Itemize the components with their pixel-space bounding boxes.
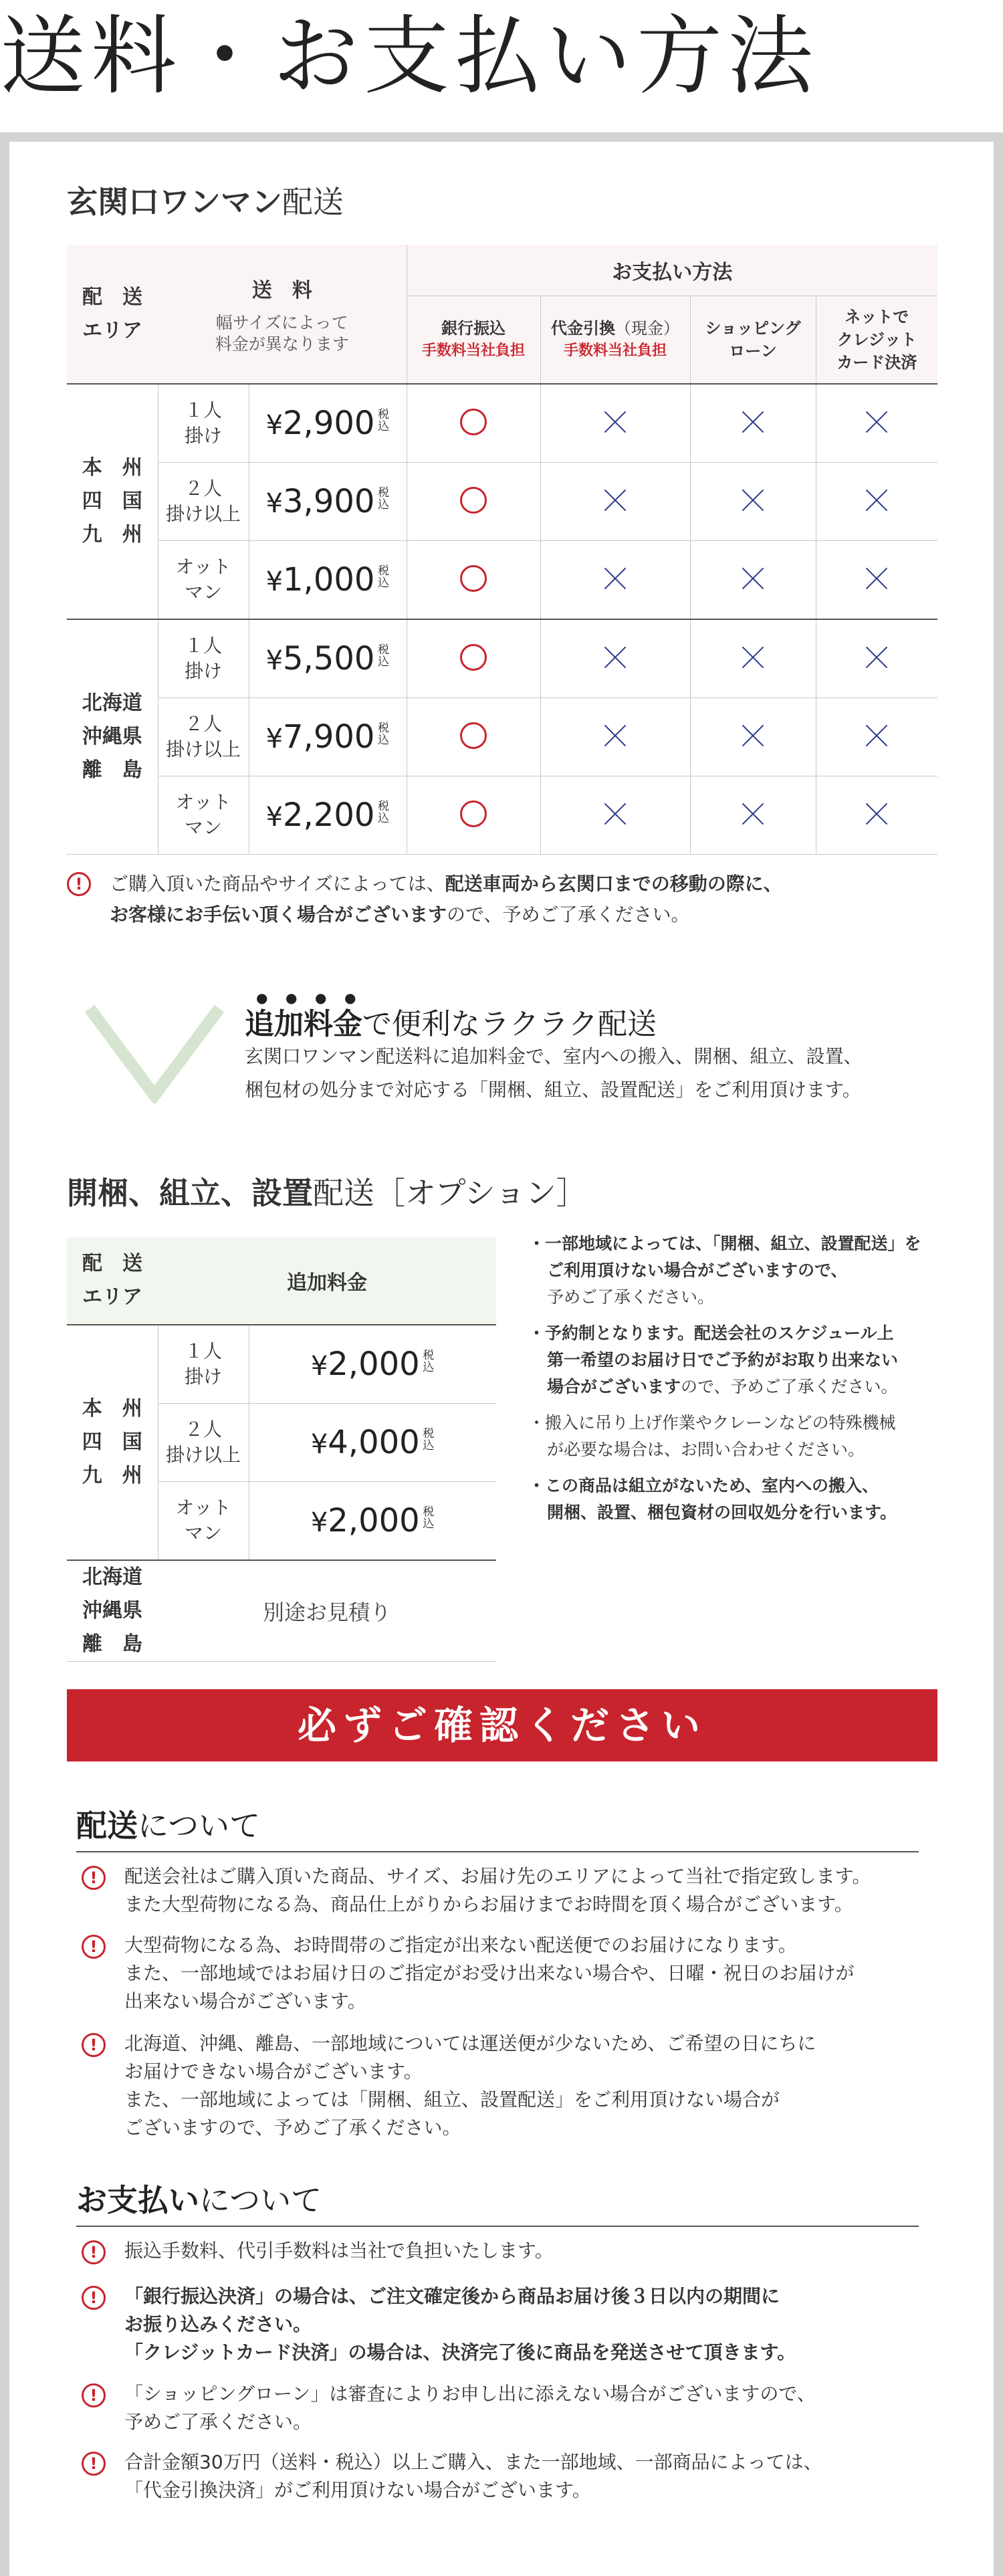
persons-cell: オット マン	[158, 541, 249, 620]
warning-icon: !	[82, 2452, 106, 2476]
price-cell: ¥4,000 税 込	[249, 1404, 496, 1482]
unavailable-mark	[741, 410, 765, 434]
price-cell: ¥2,200 税 込	[249, 776, 407, 855]
warning-icon: !	[82, 1866, 106, 1890]
unavailable-mark	[865, 410, 889, 434]
persons-cell: ２人 掛け以上	[158, 1404, 249, 1482]
unavailable-mark	[603, 410, 627, 434]
price-cell: ¥1,000 税 込	[249, 541, 407, 620]
available-mark	[460, 644, 487, 671]
unavailable-mark	[865, 488, 889, 512]
section2-title: 開梱、組立、設置配送［オプション］	[67, 1175, 587, 1211]
confirm-banner: 必ずご確認ください	[67, 1689, 937, 1761]
shipping-note-line2: お客様にお手伝い頂く場合がございますので、予めご了承ください。	[110, 903, 690, 926]
price-cell: ¥3,900 税 込	[249, 463, 407, 541]
pay-bank-header: 銀行振込 手数料当社負担	[407, 296, 540, 385]
persons-cell: ２人 掛け以上	[158, 698, 249, 776]
warning-icon: !	[82, 1935, 106, 1959]
area-hokkaido: 北海道 沖縄県 離 島	[67, 619, 158, 855]
available-mark	[460, 409, 487, 435]
option-note: ・予約制となります。配送会社のスケジュール上 第一希望のお届け日でご予約がお取り出来ない 場合がございますので、予めご了承ください。	[528, 1323, 899, 1396]
warning-icon: !	[67, 872, 91, 896]
chevron-down-icon	[84, 1003, 225, 1103]
persons-cell: １人 掛け	[158, 384, 249, 463]
emphasis-dot: ●	[315, 990, 327, 1006]
option-fee-table	[67, 1237, 496, 1662]
option-note: ・一部地域によっては、「開梱、組立、設置配送」を ご利用頂けない場合がございますので、 予めご了承ください。	[528, 1234, 921, 1307]
payment-item: 振込手数料、代引手数料は当社で負担いたします。	[124, 2240, 554, 2262]
col-payment-header: お支払い方法	[407, 245, 937, 296]
delivery-item: 配送会社はご購入頂いた商品、サイズ、お届け先のエリアによって当社で指定致します。 また大型荷物になる為、商品仕上がりからお届けまでお時間を頂く場合がございます。	[124, 1865, 871, 1915]
addon-text-line1: 玄関口ワンマン配送料に追加料金で、室内への搬入、開梱、組立、設置、	[245, 1045, 863, 1067]
payment-item: 「銀行振込決済」の場合は、ご注文確定後から商品お届け後３日以内の期間に お振り込みください。 「クレジットカード決済」の場合は、決済完了後に商品を発送させて頂きます。	[124, 2285, 796, 2363]
price-cell: ¥2,000 税 込	[249, 1482, 496, 1561]
estimate-cell: 別途お見積り	[158, 1560, 496, 1662]
warning-icon: !	[82, 2383, 106, 2407]
area-hokkaido: 北海道 沖縄県 離 島	[67, 1560, 158, 1662]
unavailable-mark	[603, 645, 627, 669]
persons-cell: オット マン	[158, 776, 249, 855]
unavailable-mark	[741, 802, 765, 826]
emphasis-dot: ●	[256, 990, 268, 1006]
unavailable-mark	[741, 724, 765, 748]
available-mark	[460, 565, 487, 592]
option-note: ・この商品は組立がないため、室内への搬入、 開梱、設置、梱包資材の回収処分を行います。	[528, 1476, 897, 1522]
unavailable-mark	[865, 645, 889, 669]
shipping-table	[67, 245, 937, 855]
price-cell: ¥5,500 税 込	[249, 619, 407, 698]
unavailable-mark	[603, 724, 627, 748]
unavailable-mark	[741, 566, 765, 591]
warning-icon: !	[82, 2286, 106, 2310]
option-notes	[528, 1230, 956, 1535]
delivery-heading: 配送について	[76, 1802, 919, 1852]
warning-icon: !	[82, 2240, 106, 2264]
price-cell: ¥2,900 税 込	[249, 384, 407, 463]
emphasis-dot: ●	[286, 990, 298, 1006]
price-cell: ¥7,900 税 込	[249, 698, 407, 776]
persons-cell: オット マン	[158, 1482, 249, 1561]
addon-text-line2: 梱包材の処分まで対応する「開梱、組立、設置配送」をご利用頂けます。	[245, 1079, 861, 1101]
price-cell: ¥2,000 税 込	[249, 1325, 496, 1404]
pay-cod-header: 代金引換（現金） 手数料当社負担	[540, 296, 690, 385]
unavailable-mark	[603, 488, 627, 512]
unavailable-mark	[865, 724, 889, 748]
available-mark	[460, 487, 487, 514]
col-shipping-header: 送 料 幅サイズによって 料金が異なります	[158, 245, 407, 384]
warning-icon: !	[82, 2033, 106, 2057]
available-mark	[460, 800, 487, 827]
payment-item: 「ショッピングローン」は審査によりお申し出に添えない場合がございますので、 予めご了承ください。	[124, 2383, 816, 2433]
page-title: 送料・お支払い方法	[0, 7, 819, 106]
persons-cell: １人 掛け	[158, 619, 249, 698]
col-area-header: 配 送 エリア	[67, 245, 158, 384]
unavailable-mark	[741, 645, 765, 669]
delivery-item: 大型荷物になる為、お時間帯のご指定が出来ない配送便でのお届けになります。 また、一部地域ではお届け日のご指定がお受け出来ない場合や、日曜・祝日のお届けが 出来ない場合がございます。	[124, 1934, 855, 2012]
emphasis-dot: ●	[344, 990, 356, 1006]
unavailable-mark	[603, 566, 627, 591]
pay-loan-header: ショッピング ローン	[690, 296, 816, 385]
delivery-item: 北海道、沖縄、離島、一部地域については運送便が少ないため、ご希望の日にちに お届けできない場合がございます。 また、一部地域によっては「開梱、組立、設置配送」をご利用頂けない場合が ございますので、予めご了承ください。	[124, 2032, 816, 2139]
addon-title: 追加料金で便利なラクラク配送	[245, 1007, 657, 1041]
payment-heading: お支払いについて	[76, 2176, 919, 2227]
area-honshu: 本 州 四 国 九 州	[67, 1325, 158, 1560]
pay-card-header: ネットで クレジット カード決済	[816, 296, 937, 385]
area-honshu: 本 州 四 国 九 州	[67, 384, 158, 619]
unavailable-mark	[603, 802, 627, 826]
shipping-note-line1: ご購入頂いた商品やサイズによっては、配送車両から玄関口までの移動の際に、	[110, 873, 782, 895]
payment-item: 合計金額30万円（送料・税込）以上ご購入、また一部地域、一部商品によっては、 「代金引換決済」がご利用頂けない場合がございます。	[124, 2451, 822, 2501]
persons-cell: ２人 掛け以上	[158, 463, 249, 541]
section1-title: 玄関口ワンマン配送	[67, 184, 344, 220]
col-fee-header: 追加料金	[158, 1237, 496, 1325]
unavailable-mark	[865, 566, 889, 591]
available-mark	[460, 722, 487, 749]
option-note: ・搬入に吊り上げ作業やクレーンなどの特殊機械 が必要な場合は、お問い合わせください。	[528, 1413, 896, 1459]
unavailable-mark	[865, 802, 889, 826]
col-area-header: 配 送 エリア	[67, 1237, 158, 1325]
persons-cell: １人 掛け	[158, 1325, 249, 1404]
unavailable-mark	[741, 488, 765, 512]
